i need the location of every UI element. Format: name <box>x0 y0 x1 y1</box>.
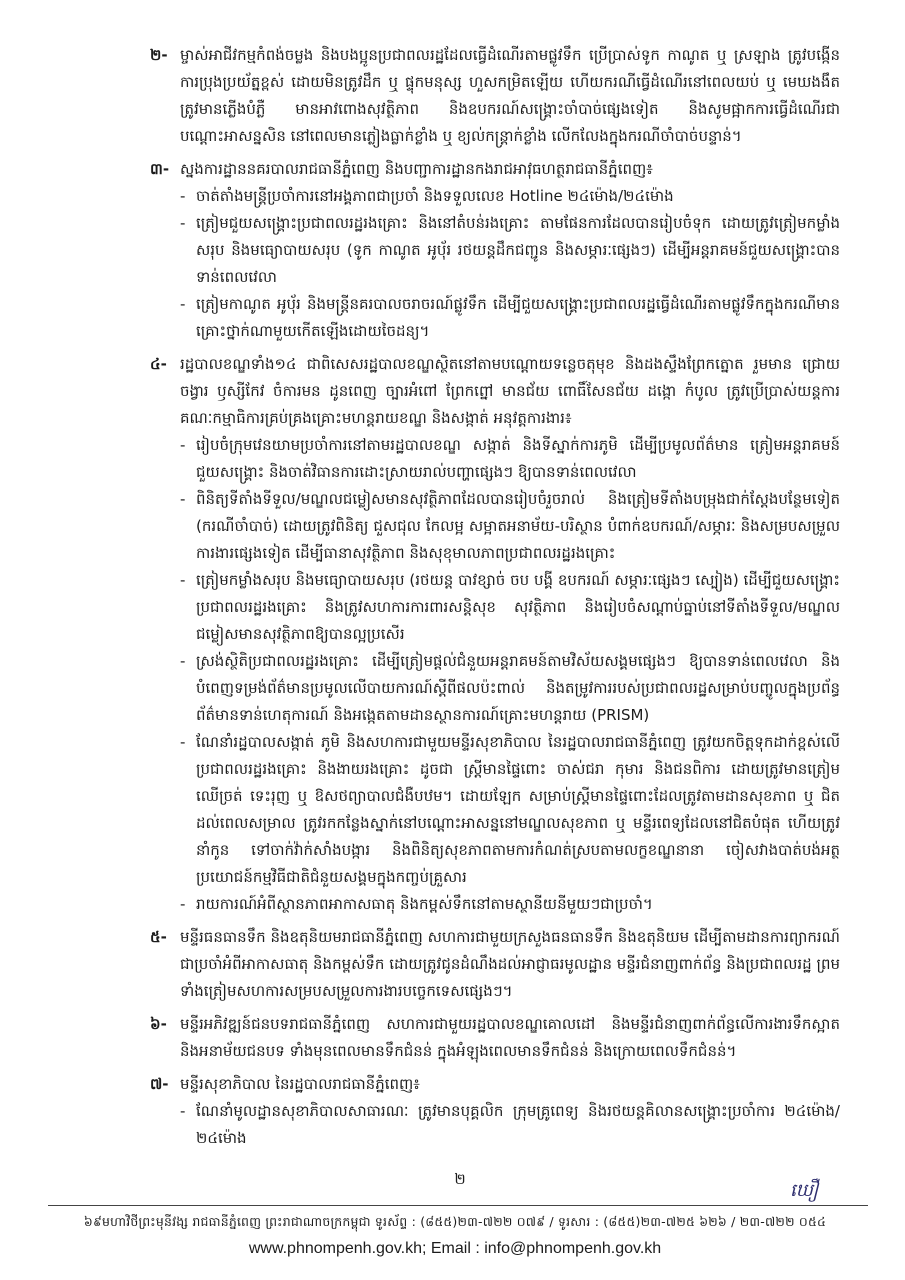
item-number: ៦- <box>150 1015 167 1033</box>
sub-item <box>180 432 840 486</box>
item-text: មន្ទីរអភិវឌ្ឍន៍ជនបទរាជធានីភ្នំពេញ សហការជាមួយរដ្ឋបាលខណ្ឌគោលដៅ និងមន្ទីរជំនាញពាក់ព័ន្ធលើការងារទឹកស្អាត និងអនាម័យជនបទ ទាំងមុនពេលមានទឹកជំនន់ ក្នុងអំឡុងពេលមានទឹកជំនន់ និងក្រោយពេលទឹកជំនន់។ <box>180 1015 840 1060</box>
item-number: ៧- <box>150 1075 169 1093</box>
sub-item <box>180 648 840 729</box>
list-item <box>150 42 840 150</box>
dash-bullet: - <box>180 187 186 205</box>
dash-bullet: - <box>180 1102 186 1120</box>
initials-mark: ឃឿ <box>790 1180 819 1201</box>
sub-item-text: ត្រៀមកម្លាំងសរុប និងមធ្យោបាយសរុប (រថយន្ត បាវខ្សាច់ ចប បង្គី ឧបករណ៍ សម្ភារៈផ្សេងៗ ស្បៀង) ដើម្បីជួយសង្គ្រោះប្រជាពលរដ្ឋរងគ្រោះ និងត្រូវសហការការពារសន្តិសុខ សុវត្ថិភាព និងរៀបចំសណ្ដាប់ធ្នាប់នៅទីតាំងទីទួល/មណ្ឌលជម្លៀសមានសុវត្ថិភាពឱ្យបានល្អប្រសើរ <box>196 571 840 643</box>
document-body <box>150 42 840 1158</box>
sub-item <box>180 729 840 891</box>
sub-item-text: ចាត់តាំងមន្ត្រីប្រចាំការនៅអង្គភាពជាប្រចាំ និងទទួលលេខ Hotline ២៤ម៉ោង/២៤ម៉ោង <box>196 187 674 205</box>
dash-bullet: - <box>180 490 186 508</box>
sub-item <box>180 210 840 291</box>
sub-item-text: រាយការណ៍អំពីស្ថានភាពអាកាសធាតុ និងកម្ពស់ទឹកនៅតាមស្ថានីយនីមួយៗជាប្រចាំ។ <box>196 895 653 913</box>
item-number: ២- <box>150 46 168 64</box>
list-item <box>150 351 840 918</box>
dash-bullet: - <box>180 214 186 232</box>
dash-bullet: - <box>180 295 186 313</box>
sub-item-text: ស្រង់ស្ថិតិប្រជាពលរដ្ឋរងគ្រោះ ដើម្បីត្រៀមផ្ដល់ជំនួយអន្តរាគមន៍តាមវិស័យសង្គមផ្សេងៗ ឱ្យបានទាន់ពេលវេលា និងបំពេញទម្រង់ព័ត៌មានប្រមូលលើបាយការណ៍ស្ដីពីផលប៉ះពាល់ និងតម្រូវការរបស់ប្រជាពលរដ្ឋសម្រាប់បញ្ចូលក្នុងប្រព័ន្ធព័ត៌មានទាន់ហេតុការណ៍ និងអង្កេតតាមដានស្ថានការណ៍គ្រោះមហន្តរាយ (PRISM) <box>196 652 840 724</box>
sub-item <box>180 891 840 918</box>
sub-item-text: ត្រៀមកាណូត អូប៉័រ និងមន្ត្រីនគរបាលចរាចរណ៍ផ្លូវទឹក ដើម្បីជួយសង្គ្រោះប្រជាពលរដ្ឋធ្វើដំណើរតាមផ្លូវទឹកក្នុងករណីមានគ្រោះថ្នាក់ណាមួយកើតឡើងដោយចៃដន្យ។ <box>196 295 840 340</box>
sub-item <box>180 1098 840 1152</box>
sub-item <box>180 183 840 210</box>
footer-address: ៦៩មហាវិថីព្រះមុនីវង្ស រាជធានីភ្នំពេញ ព្រះរាជាណាចក្រកម្ពុជា ទូរស័ព្ទ : (៨៥៥)២៣-៧២២ ០៧៩ / ទូរសារ : (៨៥៥)២៣-៧២៥ ៦២៦ / ២៣-៧២២ ០៥៤ <box>83 1214 827 1229</box>
item-text: ស្នងការដ្ឋាននគរបាលរាជធានីភ្នំពេញ និងបញ្ជាការដ្ឋានកងរាជអាវុធហត្ថរាជធានីភ្នំពេញ៖ <box>180 160 653 178</box>
sub-item-text: ត្រៀមជួយសង្គ្រោះប្រជាពលរដ្ឋរងគ្រោះ និងនៅតំបន់រងគ្រោះ តាមផែនការដែលបានរៀបចំទុក ដោយត្រូវត្រៀមកម្លាំងសរុប និងមធ្យោបាយសរុប (ទូក កាណូត អូប៉័រ រថយន្តដឹកជញ្ជូន និងសម្ភារៈផ្សេងៗ) ដើម្បីអន្តរាគមន៍ជួយសង្គ្រោះបានទាន់ពេលវេលា <box>196 214 840 286</box>
sub-item <box>180 567 840 648</box>
item-number: ៥- <box>150 928 167 946</box>
dash-bullet: - <box>180 436 186 454</box>
dash-bullet: - <box>180 652 186 670</box>
item-text: មន្ទីរធនធានទឹក និងឧតុនិយមរាជធានីភ្នំពេញ សហការជាមួយក្រសួងធនធានទឹក និងឧតុនិយម ដើម្បីតាមដានការព្យាករណ៍ជាប្រចាំអំពីអាកាសធាតុ និងកម្ពស់ទឹក ដោយត្រូវជូនដំណឹងដល់អាជ្ញាធរមូលដ្ឋាន មន្ទីរជំនាញពាក់ព័ន្ធ និងប្រជាពលរដ្ឋ ព្រមទាំងត្រៀមសហការសម្របសម្រួលការងារបច្ចេកទេសផ្សេងៗ។ <box>180 928 840 1000</box>
item-text: មន្ទីរសុខាភិបាល នៃរដ្ឋបាលរាជធានីភ្នំពេញ៖ <box>180 1075 420 1093</box>
sub-item-text: ណែនាំមូលដ្ឋានសុខាភិបាលសាធារណៈ ត្រូវមានបុគ្គលិក ក្រុមគ្រូពេទ្យ និងរថយន្តគិលានសង្គ្រោះប្រចាំការ ២៤ម៉ោង/២៤ម៉ោង <box>196 1102 840 1147</box>
sub-item <box>180 486 840 567</box>
sub-item <box>180 291 840 345</box>
item-number: ៣- <box>150 160 170 178</box>
list-item <box>150 1011 840 1065</box>
dash-bullet: - <box>180 895 186 913</box>
list-item <box>150 924 840 1005</box>
list-item <box>150 1071 840 1152</box>
sub-item-text: ណែនាំរដ្ឋបាលសង្កាត់ ភូមិ និងសហការជាមួយមន្ទីរសុខាភិបាល នៃរដ្ឋបាលរាជធានីភ្នំពេញ ត្រូវយកចិត្តទុកដាក់ខ្ពស់លើប្រជាពលរដ្ឋរងគ្រោះ និងងាយរងគ្រោះ ដូចជា ស្ត្រីមានផ្ទៃពោះ ចាស់ជរា កុមារ និងជនពិការ ដោយត្រូវមានត្រៀមឈើច្រត់ ទេះរុញ ឬ ឱសថព្យាបាលជំងឺបឋម។ ដោយឡែក សម្រាប់ស្ត្រីមានផ្ទៃពោះដែលត្រូវតាមដានសុខភាព ឬ ជិតដល់ពេលសម្រាល ត្រូវរកកន្លែងស្នាក់នៅបណ្ដោះអាសន្ននៅមណ្ឌលសុខភាព ឬ មន្ទីរពេទ្យដែលនៅជិតបំផុត ហើយត្រូវនាំកូន ទៅចាក់វ៉ាក់សាំងបង្ការ និងពិនិត្យសុខភាពតាមការកំណត់ស្របតាមលក្ខខណ្ឌនានា ចៀសវាងបាត់បង់អត្ថប្រយោជន៍កម្មវិធីជាតិជំនួយសង្គមក្នុងកញ្ចប់គ្រួសារ <box>196 733 840 886</box>
item-text: ម្ចាស់អាជីវកម្មកំពង់ចម្លង និងបងប្អូនប្រជាពលរដ្ឋដែលធ្វើដំណើរតាមផ្លូវទឹក ប្រើប្រាស់ទូក កាណូត ឬ ស្រឡាង ត្រូវបង្កើនការប្រុងប្រយ័ត្នខ្ពស់ ដោយមិនត្រូវដឹក ឬ ផ្ទុកមនុស្ស ហួសកម្រិតឡើយ ហើយករណីធ្វើដំណើរនៅពេលយប់ ឬ មេឃងងឹត ត្រូវមានភ្លើងបំភ្លឺ មានអាវពោងសុវត្ថិភាព និងឧបករណ៍សង្គ្រោះចាំបាច់ផ្សេងទៀត និងសូមផ្អាកការធ្វើដំណើរជាបណ្ដោះអាសន្នសិន នៅពេលមានភ្លៀងធ្លាក់ខ្លាំង ឬ ខ្យល់កន្ត្រាក់ខ្លាំង លើកលែងក្នុងករណីចាំបាច់បន្ទាន់។ <box>180 46 840 145</box>
footer-divider <box>48 1205 868 1206</box>
sub-item-text: រៀបចំក្រុមវេនយាមប្រចាំការនៅតាមរដ្ឋបាលខណ្ឌ សង្កាត់ និងទីស្នាក់ការភូមិ ដើម្បីប្រមូលព័ត៌មាន ត្រៀមអន្តរាគមន៍ជួយសង្គ្រោះ និងចាត់វិធានការដោះស្រាយរាល់បញ្ហាផ្សេងៗ ឱ្យបានទាន់ពេលវេលា <box>196 436 840 481</box>
footer-contact: www.phnompenh.gov.kh; Email : info@phnompenh.gov.kh <box>248 1240 662 1257</box>
item-text: រដ្ឋបាលខណ្ឌទាំង១៤ ជាពិសេសរដ្ឋបាលខណ្ឌស្ថិតនៅតាមបណ្ដោយទន្លេចតុមុខ និងដងស្ទឹងព្រែកត្នោត រួមមាន ជ្រោយចង្វារ ឫស្សីកែវ ចំការមន ដូនពេញ ច្បារអំពៅ ព្រែកព្នៅ មានជ័យ ពោធិ៍សែនជ័យ ដង្កោ កំបូល ត្រូវប្រើប្រាស់យន្តការគណៈកម្មាធិការគ្រប់គ្រងគ្រោះមហន្តរាយខណ្ឌ និងសង្កាត់ អនុវត្តការងារ៖ <box>180 355 840 427</box>
item-number: ៤- <box>150 355 167 373</box>
sub-item-text: ពិនិត្យទីតាំងទីទួល/មណ្ឌលជម្លៀសមានសុវត្ថិភាពដែលបានរៀបចំរួចរាល់ និងត្រៀមទីតាំងបម្រុងជាក់ស្ដែងបន្ថែមទៀត (ករណីចាំបាច់) ដោយត្រូវពិនិត្យ ជួសជុល កែលម្អ សម្អាតអនាម័យ-បរិស្ថាន បំពាក់ឧបករណ៍/សម្ភារៈ និងសម្របសម្រួលការងារផ្សេងទៀត ដើម្បីធានាសុវត្ថិភាព និងសុខុមាលភាពប្រជាពលរដ្ឋរងគ្រោះ <box>196 490 840 562</box>
dash-bullet: - <box>180 733 186 751</box>
page-number: ២ <box>454 1170 466 1188</box>
dash-bullet: - <box>180 571 186 589</box>
list-item <box>150 156 840 345</box>
